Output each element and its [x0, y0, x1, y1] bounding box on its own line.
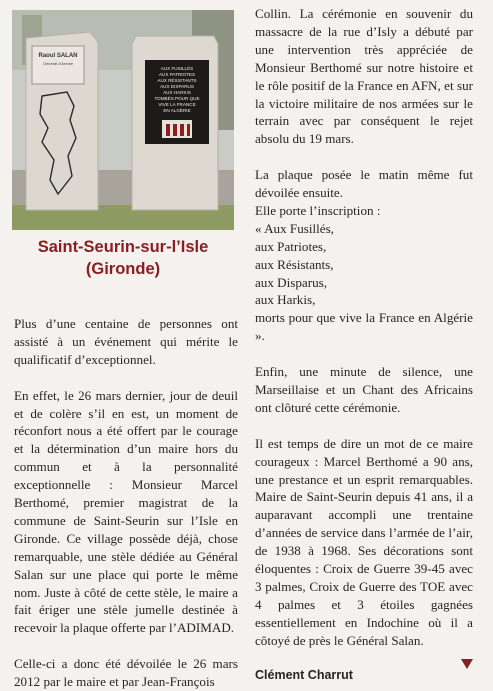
ceremony-photo [12, 10, 234, 230]
inscription [255, 220, 473, 345]
inscription-line: « Aux Fusillés, [255, 220, 334, 236]
plaque-line: AUX PATRIOTES [158, 72, 196, 77]
paragraph: Collin. La cérémonie en souvenir du massacre de la rue d’Isly a débuté par une intervention très appréciée de Monsieur Berthomé sur notre histoire et le rôle positif de la France en AFN, et sur la victoire militaire de nos armées sur le terrain avec par conséquent le rejet absolu du 19 mars. [255, 6, 473, 147]
paragraph: Celle-ci a donc été dévoilée le 26 mars 2012 par le maire et par Jean-François [14, 656, 238, 690]
paragraph: Enfin, une minute de silence, une Marseillaise et un Chant des Africains ont clôturé cette cérémonie. [255, 364, 473, 415]
plaque-line: AUX DISPARUS [160, 84, 194, 89]
paragraph: La plaque posée le matin même fut dévoilée ensuite. [255, 167, 473, 201]
plaque-line: AUX HARKIS [163, 90, 191, 95]
inscription-line: aux Patriotes, [255, 238, 327, 254]
left-column [14, 315, 238, 691]
paragraph: Plus d’une centaine de personnes ont assisté à un événement qui mérite le qualificatif d’exceptionnel. [14, 316, 238, 367]
inscription-line: aux Disparus, [255, 274, 328, 290]
inscription-line: morts pour que vive la France en Algérie ». [255, 310, 473, 344]
photo-caption [12, 236, 234, 280]
plaque-line: VIVE LA FRANCE [158, 102, 196, 107]
stele-name: Raoul SALAN [38, 53, 78, 59]
paragraph: En effet, le 26 mars dernier, jour de deuil et de colère s’il en est, un moment de réconfort nous a été offert par le courage et la détermination d’un maire hors du commun et à la personnalité exceptionnelle : Monsieur Marcel Berthomé, premier magistrat de la commune de Saint-Seurin sur l’Isle en Gironde. Ce village possède déjà, chose remarquable, une stèle dédiée au Général Salan sur une place qui porte le même nom. Juste à côté de cette stèle, le maire a fait ériger une stèle jumelle destinée à recevoir la plaque offerte par l’ADIMAD. [14, 387, 238, 636]
paragraph: Elle porte l’inscription : [255, 202, 381, 218]
paragraph: Il est temps de dire un mot de ce maire courageux : Marcel Berthomé a 90 ans, une prestance et un esprit remarquables. Maire de Saint-Seurin depuis 41 ans, il a auparavant accompli une trentaine d’années de service dans l’armée de l’air, de 1938 à 1968. Ses décorations sont éloquentes : Croix de Guerre 39-45 avec 3 palmes, Croix de Guerre des TOE avec 4 palmes et 3 étoiles gagnées essentiellement en Indochine où il a côtoyé de près le Général Salan. [255, 435, 473, 648]
stele-subtitle: Général d'Armée [42, 61, 74, 66]
end-of-article-icon [461, 659, 473, 669]
inscription-line: aux Harkis, [255, 292, 316, 308]
caption-place: Saint-Seurin-sur-l’Isle [37, 238, 209, 256]
photo-illustration [12, 10, 234, 230]
plaque-line: EN ALGÉRIE [163, 108, 191, 113]
plaque-line: AUX RÉSISTANTS [157, 78, 197, 83]
plaque-line: AUX FUSILLÉS [160, 66, 194, 71]
caption-region: (Gironde) [85, 260, 161, 278]
right-column [255, 5, 473, 685]
author-signature: Clément Charrut [255, 668, 353, 683]
inscription-line: aux Résistants, [255, 256, 334, 272]
plaque-line: TOMBÉS POUR QUE [154, 96, 200, 101]
